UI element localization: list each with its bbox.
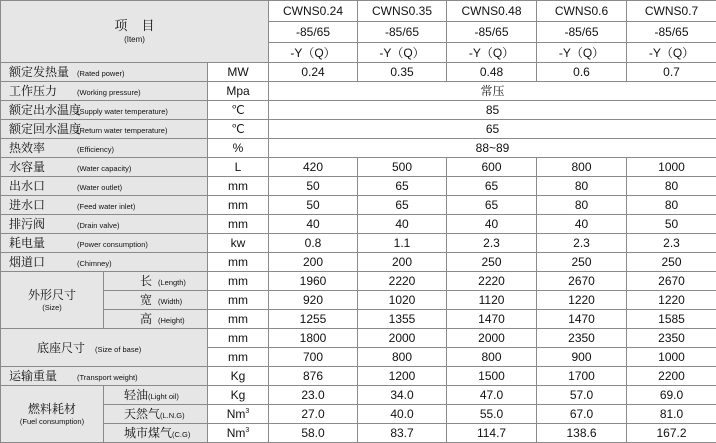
- cell-value: 800: [537, 158, 627, 177]
- cell-value: 200: [269, 253, 358, 272]
- fuel-sub-label: 城市煤气(C.G): [104, 424, 208, 443]
- cell-value: 1585: [627, 310, 716, 329]
- table-row: [1, 158, 716, 177]
- model-temp: -85/65: [269, 22, 358, 43]
- cell-value: 0.6: [537, 63, 627, 82]
- cell-value: 1220: [627, 291, 716, 310]
- cell-value: 876: [269, 367, 358, 386]
- cell-value: 2220: [447, 272, 537, 291]
- cell-value: 1960: [269, 272, 358, 291]
- model-temp: -85/65: [358, 22, 447, 43]
- cell-value: 0.35: [358, 63, 447, 82]
- fuel-sub-label: 轻油(Light oil): [104, 386, 208, 405]
- row-unit: L: [208, 158, 269, 177]
- cell-value: 1800: [269, 329, 358, 348]
- cell-value: 2.3: [447, 234, 537, 253]
- cell-value: 23.0: [269, 386, 358, 405]
- row-unit: Mpa: [208, 82, 269, 101]
- cell-value: 0.8: [269, 234, 358, 253]
- cell-value: 1000: [627, 158, 716, 177]
- model-name: CWNS0.35: [358, 1, 447, 22]
- model-type: -Y（Q）: [269, 43, 358, 63]
- table-row: [1, 196, 716, 215]
- row-unit: mm: [208, 272, 269, 291]
- cell-value: 1500: [447, 367, 537, 386]
- row-label: 运输重量 (Transport weight): [1, 367, 208, 386]
- model-name: CWNS0.6: [537, 1, 627, 22]
- cell-value: 1220: [537, 291, 627, 310]
- row-unit: mm: [208, 196, 269, 215]
- cell-value: 1255: [269, 310, 358, 329]
- cell-value: 55.0: [447, 405, 537, 424]
- row-unit: ℃: [208, 120, 269, 139]
- cell-value: 167.2: [627, 424, 716, 443]
- model-name: CWNS0.24: [269, 1, 358, 22]
- cell-value: 1120: [447, 291, 537, 310]
- row-unit: mm: [208, 177, 269, 196]
- table-row: [1, 101, 716, 120]
- cell-value: 2220: [358, 272, 447, 291]
- row-unit: Nm$^3$: [208, 405, 269, 424]
- table-row: [1, 291, 716, 310]
- model-temp: -85/65: [537, 22, 627, 43]
- cell-value: 500: [358, 158, 447, 177]
- row-label: 工作压力 (Working pressure): [1, 82, 208, 101]
- cell-value: 67.0: [537, 405, 627, 424]
- row-unit: Nm$^3$: [208, 424, 269, 443]
- cell-value: 2350: [537, 329, 627, 348]
- cell-value: 58.0: [269, 424, 358, 443]
- table-row: [1, 329, 716, 348]
- cell-value: 1200: [358, 367, 447, 386]
- cell-value: 0.24: [269, 63, 358, 82]
- cell-value: 800: [447, 348, 537, 367]
- cell-value: 40: [269, 215, 358, 234]
- cell-value: 34.0: [358, 386, 447, 405]
- item-header-en: (Item): [1, 36, 268, 44]
- cell-value: 27.0: [269, 405, 358, 424]
- cell-value: 65: [358, 196, 447, 215]
- row-unit: mm: [208, 329, 269, 348]
- row-label: 额定回水温度(Return water temperature): [1, 120, 208, 139]
- fuel-sub-label: 天然气(L.N.G): [104, 405, 208, 424]
- row-unit: mm: [208, 253, 269, 272]
- cell-value: 80: [537, 177, 627, 196]
- row-unit: mm: [208, 215, 269, 234]
- cell-value: 1355: [358, 310, 447, 329]
- row-unit: kw: [208, 234, 269, 253]
- cell-value: 65: [358, 177, 447, 196]
- size-label: 外形尺寸 (Size): [1, 272, 104, 329]
- cell-value: 50: [627, 215, 716, 234]
- cell-value: 65: [447, 177, 537, 196]
- cell-value: 2.3: [537, 234, 627, 253]
- row-unit: mm: [208, 291, 269, 310]
- model-name: CWNS0.7: [627, 1, 716, 22]
- fuel-label: 燃料耗材 (Fuel consumption): [1, 386, 104, 443]
- cell-value: 2670: [627, 272, 716, 291]
- item-header: [1, 1, 269, 63]
- cell-value: 600: [447, 158, 537, 177]
- row-unit: Kg: [208, 367, 269, 386]
- cell-value: 900: [537, 348, 627, 367]
- cell-value: 2.3: [627, 234, 716, 253]
- size-sub-label: 高 (Height): [104, 310, 208, 329]
- size-sub-label: 宽 (Width): [104, 291, 208, 310]
- cell-value: 1470: [447, 310, 537, 329]
- size-sub-label: 长 (Length): [104, 272, 208, 291]
- row-label: 排污阀 (Drain valve): [1, 215, 208, 234]
- cell-value: 50: [269, 196, 358, 215]
- cell-value: 1000: [627, 348, 716, 367]
- cell-value: 700: [269, 348, 358, 367]
- row-unit: mm: [208, 310, 269, 329]
- cell-value: 47.0: [447, 386, 537, 405]
- table-row: [1, 367, 716, 386]
- cell-value: 57.0: [537, 386, 627, 405]
- row-unit: ℃: [208, 101, 269, 120]
- cell-value: 40.0: [358, 405, 447, 424]
- table-row: [1, 310, 716, 329]
- table-row: [1, 215, 716, 234]
- cell-value: 1700: [537, 367, 627, 386]
- model-type: -Y（Q）: [627, 43, 716, 63]
- cell-value: 50: [269, 177, 358, 196]
- cell-value: 0.48: [447, 63, 537, 82]
- cell-value: 69.0: [627, 386, 716, 405]
- cell-value: 65: [447, 196, 537, 215]
- cell-value: 83.7: [358, 424, 447, 443]
- model-name: CWNS0.48: [447, 1, 537, 22]
- cell-value: 800: [358, 348, 447, 367]
- model-temp: -85/65: [447, 22, 537, 43]
- cell-value: 40: [358, 215, 447, 234]
- cell-value: 250: [537, 253, 627, 272]
- table-row: [1, 405, 716, 424]
- row-label: 水容量 (Water capacity): [1, 158, 208, 177]
- cell-value: 80: [537, 196, 627, 215]
- model-type: -Y（Q）: [358, 43, 447, 63]
- row-label: 额定出水温度(Supply water temperature): [1, 101, 208, 120]
- cell-value: 1.1: [358, 234, 447, 253]
- cell-value: 40: [447, 215, 537, 234]
- cell-value: 2000: [447, 329, 537, 348]
- item-header-cn: 项目: [15, 19, 268, 32]
- table-row: [1, 272, 716, 291]
- cell-value: 2670: [537, 272, 627, 291]
- row-unit: Kg: [208, 386, 269, 405]
- cell-value: 250: [627, 253, 716, 272]
- cell-value: 80: [627, 196, 716, 215]
- cell-value: 420: [269, 158, 358, 177]
- model-type: -Y（Q）: [447, 43, 537, 63]
- cell-value: 200: [358, 253, 447, 272]
- row-unit: MW: [208, 63, 269, 82]
- cell-value: 81.0: [627, 405, 716, 424]
- cell-value: 2000: [358, 329, 447, 348]
- cell-value: 65: [269, 120, 716, 139]
- cell-value: 2200: [627, 367, 716, 386]
- table-row: [1, 139, 716, 158]
- cell-value: 88~89: [269, 139, 716, 158]
- table-row: [1, 63, 716, 82]
- cell-value: 138.6: [537, 424, 627, 443]
- cell-value: 1470: [537, 310, 627, 329]
- model-type: -Y（Q）: [537, 43, 627, 63]
- cell-value: 0.7: [627, 63, 716, 82]
- row-unit: %: [208, 139, 269, 158]
- table-row: [1, 424, 716, 443]
- cell-value: 常压: [269, 82, 716, 101]
- cell-value: 250: [447, 253, 537, 272]
- row-label: 烟道口 (Chimney): [1, 253, 208, 272]
- base-label: 底座尺寸 (Size of base): [1, 329, 208, 367]
- table-row: [1, 386, 716, 405]
- row-label: 耗电量 (Power consumption): [1, 234, 208, 253]
- row-label: 额定发热量 (Rated power): [1, 63, 208, 82]
- model-temp: -85/65: [627, 22, 716, 43]
- cell-value: 80: [627, 177, 716, 196]
- cell-value: 114.7: [447, 424, 537, 443]
- table-row: [1, 177, 716, 196]
- table-row: [1, 120, 716, 139]
- table-row: [1, 82, 716, 101]
- cell-value: 40: [537, 215, 627, 234]
- row-label: 进水口 (Feed water inlet): [1, 196, 208, 215]
- table-row: [1, 234, 716, 253]
- cell-value: 85: [269, 101, 716, 120]
- row-unit: mm: [208, 348, 269, 367]
- cell-value: 2350: [627, 329, 716, 348]
- row-label: 出水口 (Water outlet): [1, 177, 208, 196]
- row-label: 热效率 (Efficiency): [1, 139, 208, 158]
- cell-value: 1020: [358, 291, 447, 310]
- table-row: [1, 253, 716, 272]
- cell-value: 920: [269, 291, 358, 310]
